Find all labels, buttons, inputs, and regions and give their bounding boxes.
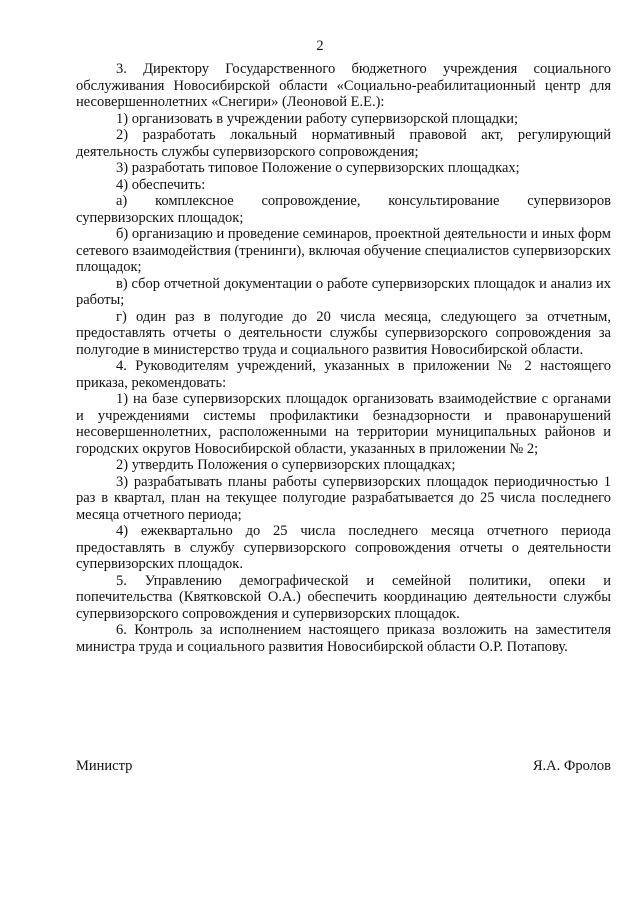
paragraph-5-department: 5. Управлению демографической и семейной политики, опеки и попечительства (Квятковской О.А.) обеспечить координацию деятельности службы супервизорского сопровождения и супервизорских площадок.	[76, 572, 611, 622]
paragraph-3-item-2: 2) разработать локальный нормативный правовой акт, регулирующий деятельность службы супервизорского сопровождения;	[76, 127, 611, 160]
paragraph-3-item-4v: в) сбор отчетной документации о работе супервизорских площадок и анализ их работы;	[76, 275, 611, 308]
paragraph-3-item-4g: г) один раз в полугодие до 20 числа месяца, следующего за отчетным, предоставлять отчеты о деятельности службы супервизорского сопровождения за полугодие в министерство труда и социального развития Новосибирской области.	[76, 308, 611, 358]
paragraph-6-control: 6. Контроль за исполнением настоящего приказа возложить на заместителя министра труда и социального развития Новосибирской области О.Р. Потапову.	[76, 622, 611, 655]
paragraph-4-heads: 4. Руководителям учреждений, указанных в приложении № 2 настоящего приказа, рекомендовать:	[76, 358, 611, 391]
paragraph-3-item-1: 1) организовать в учреждении работу супервизорской площадки;	[116, 110, 518, 127]
document-body	[76, 61, 611, 655]
paragraph-3-item-3: 3) разработать типовое Положение о супервизорских площадках;	[116, 160, 520, 176]
page-number: 2	[316, 38, 324, 54]
paragraph-3-item-4a: а) комплексное сопровождение, консультирование супервизоров супервизорских площадок;	[76, 193, 611, 226]
paragraph-3-item-4: 4) обеспечить:	[116, 176, 206, 193]
paragraph-4-item-1: 1) на базе супервизорских площадок организовать взаимодействие с органами и учреждениями системы профилактики безнадзорности и правонарушений несовершеннолетних, расположенными на территории муниципальных районов и городских округов Новосибирской области, указанных в приложении № 2;	[76, 391, 611, 457]
signatory-name: Я.А. Фролов	[532, 758, 611, 774]
paragraph-4-item-2: 2) утвердить Положения о супервизорских площадках;	[116, 457, 456, 473]
signature-block	[76, 757, 611, 775]
signatory-title: Министр	[76, 758, 133, 774]
paragraph-4-item-3: 3) разрабатывать планы работы супервизорских площадок периодичностью 1 раз в квартал, план на текущее полугодие разрабатывается до 25 числа последнего месяца отчетного периода;	[76, 473, 611, 523]
paragraph-4-item-4: 4) ежеквартально до 25 числа последнего месяца отчетного периода предоставлять в службу супервизорского сопровождения отчеты о деятельности супервизорских площадок.	[76, 523, 611, 572]
paragraph-3-item-4b: б) организацию и проведение семинаров, проектной деятельности и иных форм сетевого взаимодействия (тренинги), включая обучение специалистов супервизорских площадок;	[76, 226, 611, 275]
paragraph-3-director: 3. Директору Государственного бюджетного учреждения социального обслуживания Новосибирской области «Социально-реабилитационный центр для несовершеннолетних «Снегири» (Леоновой Е.Е.):	[76, 61, 611, 110]
